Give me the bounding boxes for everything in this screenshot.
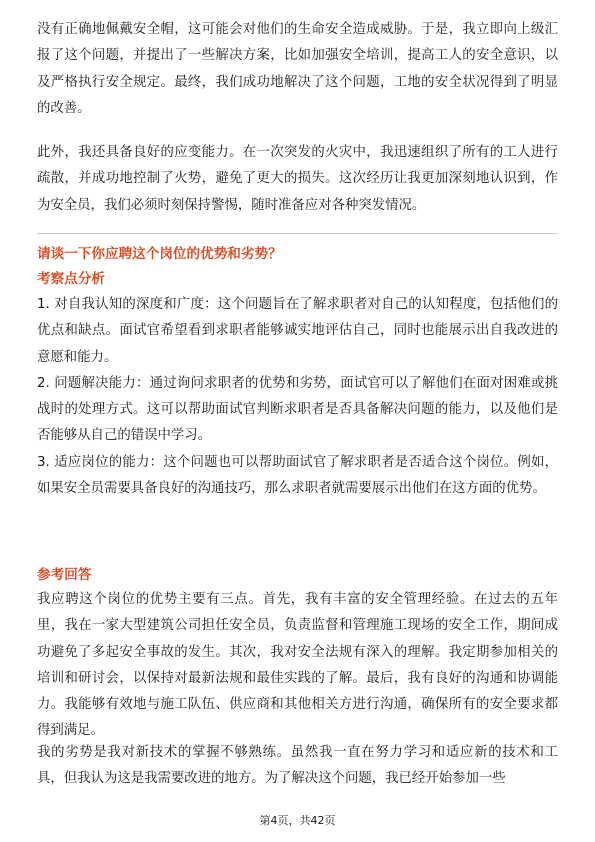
question-title: 请谈一下你应聘这个岗位的优势和劣势？ <box>37 246 282 262</box>
analysis-heading: 考察点分析 <box>37 271 105 287</box>
intro-paragraph-2: 此外，我还具备良好的应变能力。在一次突发的火灾中，我迅速组织了所有的工人进行疏散，并成功地控制了火势，避免了更大的损失。这次经历让我更加深刻地认识到，作为安全员，我们必须时刻保持警惕，随时准备应对各种突发情况。 <box>37 145 558 213</box>
answer-heading: 参考回答 <box>37 567 92 583</box>
analysis-point: 3. 适应岗位的能力：这个问题也可以帮助面试官了解求职者是否适合这个岗位。例如，如果安全员需要具备良好的沟通技巧，那么求职者就需要展示出他们在这方面的优势。 <box>37 454 558 497</box>
answer-paragraph-1: 我应聘这个岗位的优势主要有三点。首先，我有丰富的安全管理经验。在过去的五年里，我在一家大型建筑公司担任安全员，负责监督和管理施工现场的安全工作，期间成功避免了多起安全事故的发生。其次，我对安全法规有深入的理解。我定期参加相关的培训和研讨会，以保持对最新法规和最佳实践的了解。最后，我有良好的沟通和协调能力。我能够有效地与施工队伍、供应商和其他相关方进行沟通，确保所有的安全要求都得到满足。 <box>37 592 558 739</box>
intro-paragraph-1: 没有正确地佩戴安全帽，这可能会对他们的生命安全造成威胁。于是，我立即向上级汇报了这个问题，并提出了一些解决方案，比如加强安全培训，提高工人的安全意识，以及严格执行安全规定。最终，我们成功地解决了这个问题，工地的安全状况得到了明显的改善。 <box>37 22 558 116</box>
page-footer: 第4页，共42页 <box>259 814 336 827</box>
analysis-point: 2. 问题解决能力：通过询问求职者的优势和劣势，面试官可以了解他们在面对困难或挑战时的处理方式。这可以帮助面试官判断求职者是否具备解决问题的能力，以及他们是否能够从自己的错误中学习。 <box>37 375 558 444</box>
analysis-point: 1. 对自我认知的深度和广度：这个问题旨在了解求职者对自己的认知程度，包括他们的优点和缺点。面试官希望看到求职者能够诚实地评估自己，同时也能展示出自我改进的意愿和能力。 <box>37 297 558 365</box>
analysis-list <box>37 292 558 502</box>
answer-paragraph-2: 我的劣势是我对新技术的掌握不够熟练。虽然我一直在努力学习和适应新的技术和工具，但我认为这是我需要改进的地方。为了解决这个问题，我已经开始参加一些 <box>37 745 558 787</box>
section-divider <box>37 233 558 234</box>
